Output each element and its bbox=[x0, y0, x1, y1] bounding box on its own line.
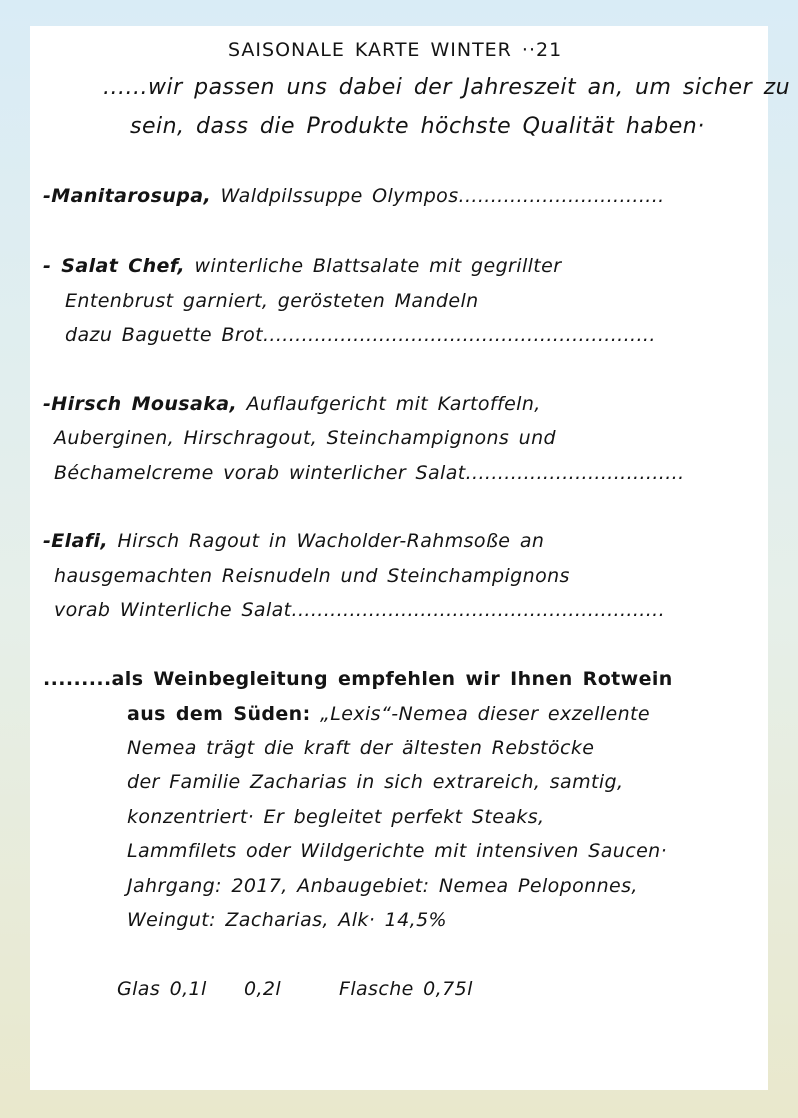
dish-salat-chef bbox=[43, 254, 561, 278]
dish-name: -Hirsch Mousaka, bbox=[43, 393, 238, 415]
wine-line: Nemea trägt die kraft der ältesten Rebstöcke bbox=[127, 737, 595, 759]
dish-hirsch-mousaka bbox=[43, 392, 541, 416]
wine-name: „Lexis“-Nemea dieser exzellente bbox=[310, 703, 650, 725]
price-glass-large: 0,2l bbox=[244, 978, 282, 1000]
dish-description: dazu Baguette Brot............................................................. bbox=[65, 324, 656, 346]
wine-heading: .........als Weinbegleitung empfehlen wir Ihnen Rotwein bbox=[43, 668, 673, 690]
intro-line-2: sein, dass die Produkte höchste Qualität haben· bbox=[130, 114, 705, 139]
dish-description: Auflaufgericht mit Kartoffeln, bbox=[237, 393, 541, 415]
dish-description: hausgemachten Reisnudeln und Steinchampignons bbox=[54, 565, 570, 587]
dish-description: Auberginen, Hirschragout, Steinchampignons und bbox=[54, 427, 557, 449]
intro-line-1: ......wir passen uns dabei der Jahreszeit an, um sicher zu bbox=[103, 75, 791, 100]
price-bottle: Flasche 0,75l bbox=[339, 978, 473, 1000]
wine-heading-2: aus dem Süden: bbox=[127, 703, 311, 725]
dish-name: -Elafi, bbox=[43, 530, 108, 552]
wine-line: Jahrgang: 2017, Anbaugebiet: Nemea Peloponnes, bbox=[127, 875, 638, 897]
dish-description: winterliche Blattsalate mit gegrillter bbox=[185, 255, 562, 277]
wine-line: der Familie Zacharias in sich extrareich, samtig, bbox=[127, 771, 624, 793]
dish-description: vorab Winterliche Salat.......................................................... bbox=[54, 599, 666, 621]
dish-name: - Salat Chef, bbox=[43, 255, 186, 277]
dish-description: Entenbrust garniert, gerösteten Mandeln bbox=[65, 290, 479, 312]
dish-name: -Manitarosupa, bbox=[43, 185, 212, 207]
wine-line: Lammfilets oder Wildgerichte mit intensiven Saucen· bbox=[127, 840, 668, 862]
dish-elafi bbox=[43, 529, 544, 553]
wine-line: Weingut: Zacharias, Alk· 14,5% bbox=[127, 909, 448, 931]
wine-line bbox=[127, 702, 650, 726]
price-glass-small: Glas 0,1l bbox=[117, 978, 207, 1000]
dish-manitarosupa bbox=[43, 184, 665, 208]
menu-title: SAISONALE KARTE WINTER ··21 bbox=[228, 39, 563, 61]
dish-description: Béchamelcreme vorab winterlicher Salat.................................. bbox=[54, 462, 685, 484]
dish-description: Hirsch Ragout in Wacholder-Rahmsoße an bbox=[108, 530, 545, 552]
dish-description: Waldpilssuppe Olympos................................ bbox=[211, 185, 665, 207]
wine-line: konzentriert· Er begleitet perfekt Steaks, bbox=[127, 806, 545, 828]
